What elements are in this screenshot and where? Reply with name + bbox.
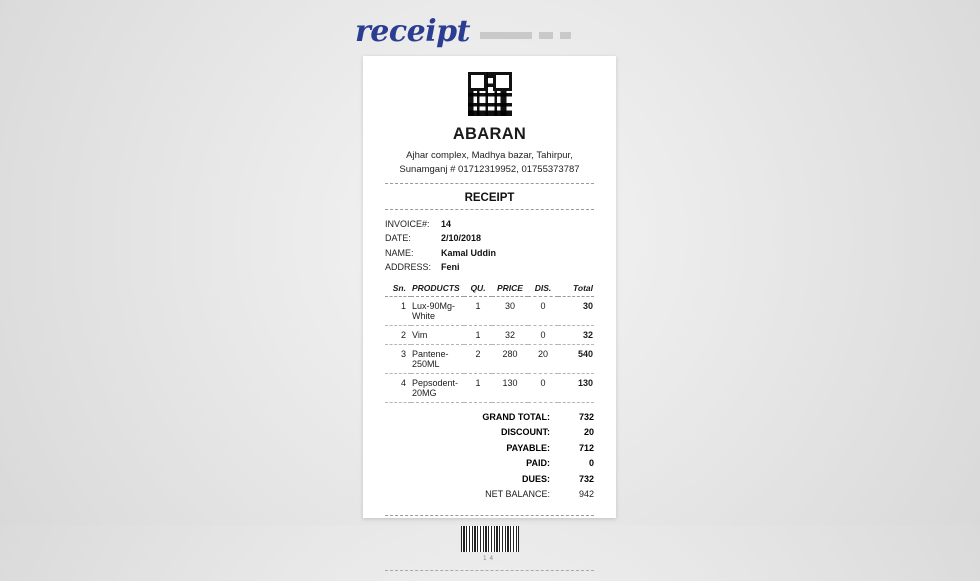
- cell-product: Pepsodent-20MG: [411, 373, 464, 402]
- total-row-grand-total: [385, 410, 594, 425]
- barcode-number: 14: [482, 554, 497, 562]
- cell-product: Lux-90Mg-White: [411, 296, 464, 325]
- receipt-paper: [363, 56, 616, 562]
- meta-label-invoice: INVOICE#:: [385, 218, 430, 229]
- total-label: PAYABLE:: [506, 442, 550, 453]
- meta-value-address: Feni: [441, 262, 460, 273]
- meta-label-date: DATE:: [385, 233, 411, 244]
- barcode-block: [385, 515, 594, 562]
- table-row: [385, 373, 594, 402]
- brand-wordmark: receipt: [355, 14, 470, 49]
- cell-dis: 20: [528, 344, 558, 373]
- meta-value-invoice: 14: [441, 218, 452, 229]
- invoice-meta: [385, 217, 594, 275]
- cell-total: 130: [558, 373, 594, 402]
- dash-short: [560, 32, 571, 39]
- total-label: NET BALANCE:: [485, 489, 550, 500]
- meta-row-date: [385, 231, 594, 246]
- cell-product: Pantene-250ML: [411, 344, 464, 373]
- cell-total: 32: [558, 325, 594, 344]
- meta-row-name: [385, 246, 594, 261]
- cell-sn: 3: [385, 344, 411, 373]
- divider-under-title: [385, 209, 594, 210]
- store-name: ABARAN: [452, 125, 527, 143]
- cell-sn: 1: [385, 296, 411, 325]
- cell-product: Vim: [411, 325, 464, 344]
- total-row-paid: [385, 456, 594, 471]
- cell-price: 30: [492, 296, 528, 325]
- cell-total: 30: [558, 296, 594, 325]
- total-row-discount: [385, 425, 594, 440]
- col-header-dis: DIS.: [528, 281, 558, 297]
- total-value: 732: [578, 473, 594, 484]
- meta-row-invoice: [385, 217, 594, 232]
- cell-sn: 2: [385, 325, 411, 344]
- items-table: [385, 281, 594, 403]
- store-address-line1: Ajhar complex, Madhya bazar, Tahirpur,: [406, 150, 573, 161]
- total-label: GRAND TOTAL:: [482, 411, 550, 422]
- barcode-icon: [461, 526, 519, 552]
- total-row-dues: [385, 472, 594, 487]
- cell-qu: 2: [464, 344, 492, 373]
- total-value: 712: [578, 442, 594, 453]
- col-header-qu: QU.: [464, 281, 492, 297]
- total-value: 942: [578, 489, 594, 500]
- total-row-net-balance: [385, 487, 594, 502]
- table-row: [385, 344, 594, 373]
- cell-total: 540: [558, 344, 594, 373]
- cell-price: 280: [492, 344, 528, 373]
- cell-dis: 0: [528, 373, 558, 402]
- col-header-sn: Sn.: [385, 281, 411, 297]
- store-address-line2: Sunamganj # 01712319952, 01755373787: [399, 163, 580, 175]
- document-title: RECEIPT: [464, 191, 515, 204]
- meta-label-name: NAME:: [385, 247, 414, 258]
- total-value: 732: [578, 411, 594, 422]
- cell-qu: 1: [464, 373, 492, 402]
- cell-price: 130: [492, 373, 528, 402]
- brand-logo: [355, 14, 571, 49]
- divider-top: [385, 183, 594, 184]
- brand-dashes-decoration: [480, 32, 571, 39]
- total-label: DISCOUNT:: [501, 427, 550, 438]
- qr-code-icon: [468, 72, 512, 116]
- dash-long: [480, 32, 532, 39]
- total-value: 20: [583, 427, 594, 438]
- meta-value-name: Kamal Uddin: [441, 247, 497, 258]
- table-row: [385, 325, 594, 344]
- cell-price: 32: [492, 325, 528, 344]
- cell-qu: 1: [464, 325, 492, 344]
- meta-row-address: [385, 260, 594, 275]
- col-header-products: PRODUCTS: [411, 281, 464, 297]
- divider-bottom: [385, 570, 594, 571]
- col-header-total: Total: [558, 281, 594, 297]
- meta-value-date: 2/10/2018: [441, 233, 482, 244]
- totals-section: [385, 410, 594, 503]
- total-value: 0: [588, 458, 594, 469]
- total-label: PAID:: [526, 458, 550, 469]
- qr-code-wrap: [385, 72, 594, 116]
- dash-mid: [539, 32, 553, 39]
- total-row-payable: [385, 441, 594, 456]
- table-row: [385, 296, 594, 325]
- cell-qu: 1: [464, 296, 492, 325]
- cell-dis: 0: [528, 296, 558, 325]
- meta-label-address: ADDRESS:: [385, 262, 432, 273]
- items-header-row: [385, 281, 594, 297]
- col-header-price: PRICE: [492, 281, 528, 297]
- store-address: [385, 149, 594, 177]
- cell-dis: 0: [528, 325, 558, 344]
- total-label: DUES:: [521, 473, 550, 484]
- cell-sn: 4: [385, 373, 411, 402]
